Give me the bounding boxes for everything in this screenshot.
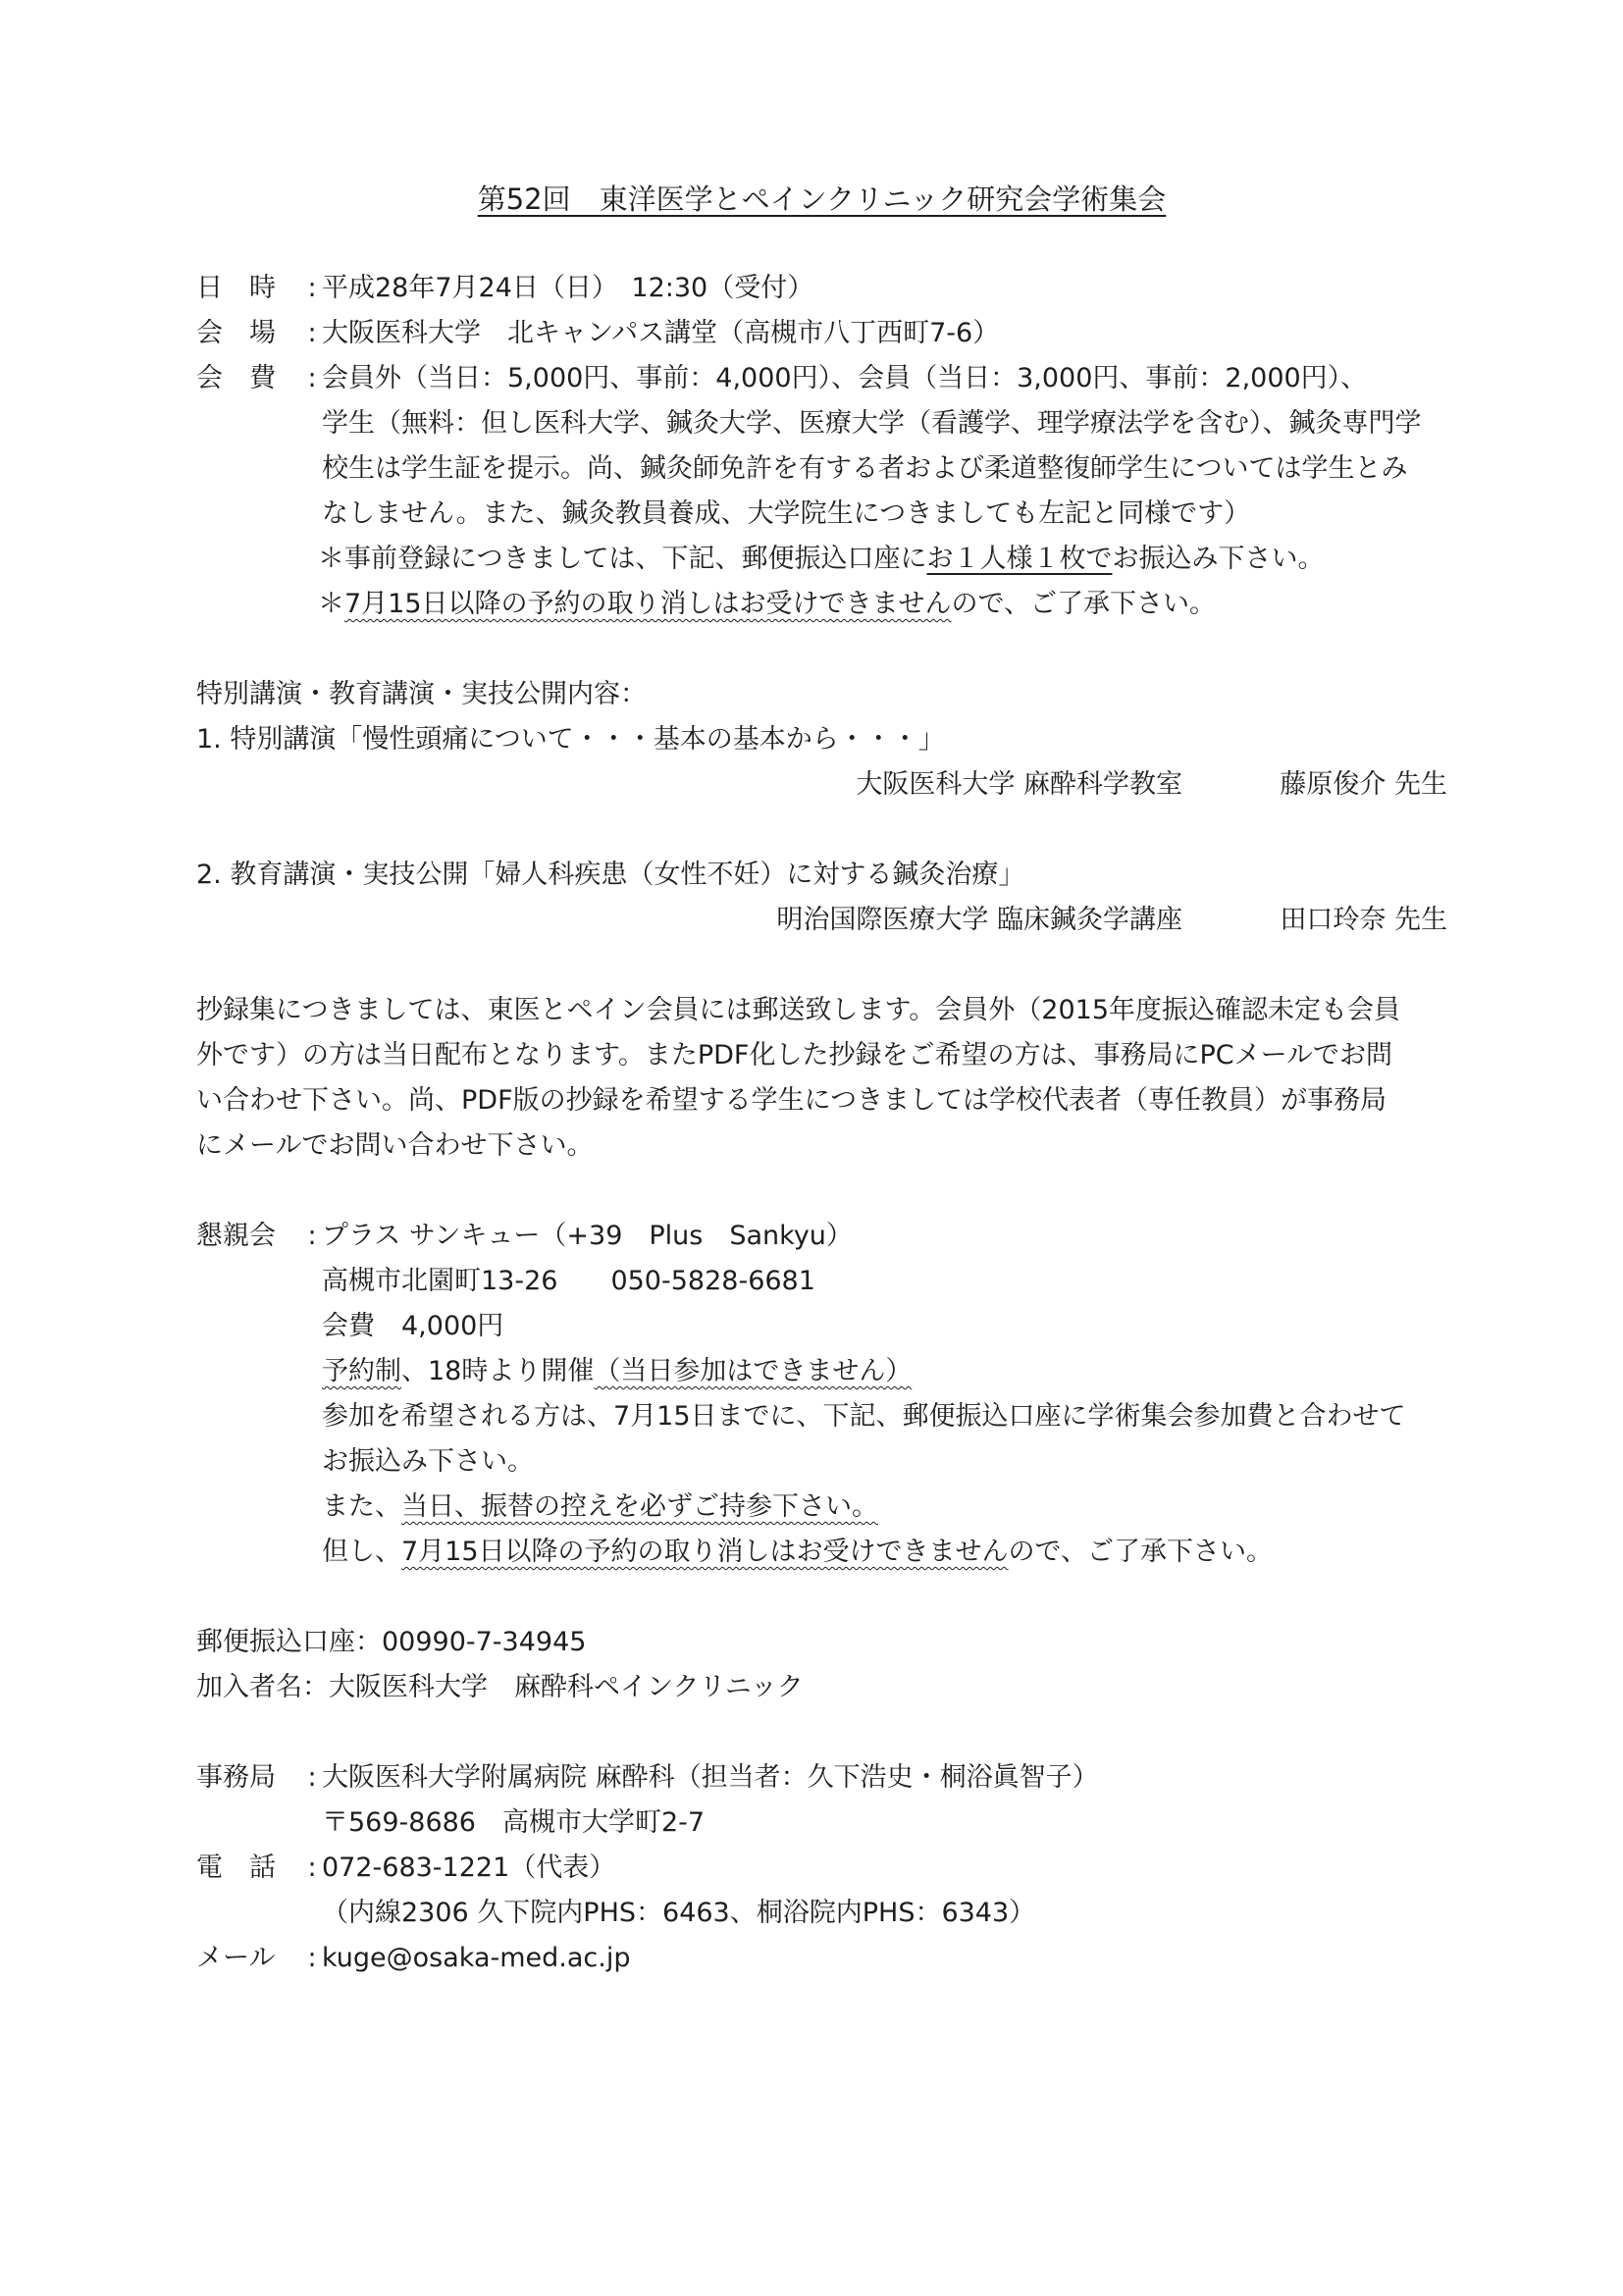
registration-note-post: お振込み下さい。 <box>1112 544 1325 574</box>
account-name-label: 加入者名 <box>196 1672 302 1702</box>
lecture-1-title: 1. 特別講演「慢性頭痛について・・・基本の基本から・・・」 <box>196 724 945 755</box>
mail-address[interactable]: kuge@osaka-med.ac.jp <box>322 1943 631 1973</box>
spacer <box>196 1169 1447 1214</box>
lectures-heading: 特別講演・教育講演・実技公開内容： <box>196 679 647 709</box>
party-reservation-emphasis: 予約制 <box>322 1356 401 1386</box>
colon: : <box>307 1762 317 1793</box>
party-reservation <box>196 1349 1447 1394</box>
cancellation-note <box>196 582 1447 627</box>
date-row <box>196 266 1447 311</box>
registration-note <box>196 537 1447 582</box>
lecture-2-title: 2. 教育講演・実技公開「婦人科疾患（女性不妊）に対する鍼灸治療」 <box>196 860 1025 890</box>
party-label: 懇親会 <box>196 1221 276 1251</box>
colon: : <box>307 1221 317 1251</box>
office-label: 事務局 <box>196 1762 276 1793</box>
abstract-line-4: にメールでお問い合わせ下さい。 <box>196 1130 594 1161</box>
party-fee: 会費 4,000円 <box>322 1311 504 1341</box>
lecture-1-organization: 大阪医科大学 麻酔科学教室 <box>856 769 1182 800</box>
lecture-1-speaker-row <box>196 762 1447 808</box>
lecture-2-speaker-row <box>196 898 1447 943</box>
spacer <box>196 808 1447 853</box>
fee-label: 会 費 <box>196 363 276 393</box>
colon: : <box>307 1943 317 1973</box>
fee-line-4: なしません。また、鍼灸教員養成、大学院生につきましても左記と同様です） <box>322 498 1251 529</box>
abstract-line-1: 抄録集につきましては、東医とペイン会員には郵送致します。会員外（2015年度振込確認未定も会員 <box>196 995 1401 1025</box>
colon: : <box>307 273 317 303</box>
fee-row <box>196 356 1447 401</box>
colon: ： <box>302 1672 329 1702</box>
party-reservation-time: 、18時より開催 <box>401 1356 595 1386</box>
lecture-1-speaker: 藤原俊介 先生 <box>1280 769 1447 800</box>
colon: : <box>307 318 317 348</box>
document-title-text: 第52回 東洋医学とペインクリニック研究会学術集会 <box>477 183 1167 216</box>
mail-row <box>196 1936 1447 1981</box>
party-payment-line-1: 参加を希望される方は、7月15日までに、下記、郵便振込口座に学術集会参加費と合わせて <box>322 1401 1406 1432</box>
venue-value: 大阪医科大学 北キャンパス講堂（高槻市八丁西町7-6） <box>322 318 1000 348</box>
fee-line-1: 会員外（当日：5,000円、事前：4,000円）、会員（当日：3,000円、事前：2,000円）、 <box>322 363 1368 393</box>
account-number-row <box>196 1620 1447 1665</box>
tel-value: 072-683-1221（代表） <box>322 1852 616 1883</box>
office-row <box>196 1755 1447 1800</box>
party-cancellation-post: ので、ご了承下さい。 <box>1008 1537 1274 1567</box>
spacer <box>196 627 1447 672</box>
lecture-2-speaker: 田口玲奈 先生 <box>1280 905 1447 935</box>
cancellation-note-pre: ＊ <box>318 589 344 619</box>
party-row <box>196 1214 1447 1259</box>
account-number-value: 00990-7-34945 <box>382 1627 587 1657</box>
spacer <box>196 1710 1447 1755</box>
party-payment-line-2: お振込み下さい。 <box>322 1446 534 1477</box>
party-venue: プラス サンキュー（+39 Plus Sankyu） <box>322 1221 853 1251</box>
lecture-2-organization: 明治国際医療大学 臨床鍼灸学講座 <box>776 905 1182 935</box>
cancellation-note-emphasis: 7月15日以降の予約の取り消しはお受けできません <box>344 589 952 619</box>
party-cancellation-pre: 但し、 <box>322 1537 401 1567</box>
tel-label: 電 話 <box>196 1852 276 1883</box>
colon: : <box>307 363 317 393</box>
account-name-value: 大阪医科大学 麻酔科ペインクリニック <box>329 1672 804 1702</box>
tel-extension: （内線2306 久下院内PHS：6463、桐浴院内PHS：6343） <box>322 1898 1036 1928</box>
colon: : <box>307 1852 317 1883</box>
account-name-row <box>196 1665 1447 1710</box>
venue-label: 会 場 <box>196 318 276 348</box>
spacer <box>196 943 1447 988</box>
date-label: 日 時 <box>196 273 276 303</box>
party-receipt-pre: また、 <box>322 1491 401 1522</box>
mail-label: メール <box>196 1943 276 1973</box>
document-title <box>196 177 1447 222</box>
tel-row <box>196 1846 1447 1891</box>
party-address: 高槻市北園町13-26 050-5828-6681 <box>322 1266 815 1296</box>
party-reservation-note: （当日参加はできません） <box>594 1356 913 1386</box>
fee-line-3: 校生は学生証を提示。尚、鍼灸師免許を有する者および柔道整復師学生については学生とみ <box>322 453 1408 484</box>
party-cancellation-note <box>196 1530 1447 1575</box>
colon: ： <box>355 1627 382 1657</box>
account-number-label: 郵便振込口座 <box>196 1627 355 1657</box>
office-name: 大阪医科大学附属病院 麻酔科（担当者：久下浩史・桐浴眞智子） <box>322 1762 1099 1793</box>
date-value: 平成28年7月24日（日） 12:30（受付） <box>322 273 814 303</box>
party-receipt-note <box>196 1485 1447 1530</box>
abstract-line-3: い合わせ下さい。尚、PDF版の抄録を希望する学生につきましては学校代表者（専任教員）が事務局 <box>196 1085 1387 1116</box>
venue-row <box>196 311 1447 356</box>
party-receipt-emphasis: 当日、振替の控えを必ずご持参下さい。 <box>401 1491 878 1522</box>
registration-note-emphasis: お１人様１枚で <box>926 544 1113 574</box>
party-cancellation-emphasis: 7月15日以降の予約の取り消しはお受けできません <box>401 1537 1009 1567</box>
document-body <box>196 177 1447 1981</box>
abstract-line-2: 外です）の方は当日配布となります。またPDF化した抄録をご希望の方は、事務局にPCメールでお問 <box>196 1040 1393 1070</box>
office-address: 〒569-8686 高槻市大学町2-7 <box>322 1807 706 1838</box>
registration-note-pre: ＊事前登録につきましては、下記、郵便振込口座に <box>318 544 927 574</box>
fee-line-2: 学生（無料：但し医科大学、鍼灸大学、医療大学（看護学、理学療法学を含む）、鍼灸専門学 <box>322 408 1422 439</box>
cancellation-note-post: ので、ご了承下さい。 <box>951 589 1217 619</box>
spacer <box>196 1575 1447 1620</box>
